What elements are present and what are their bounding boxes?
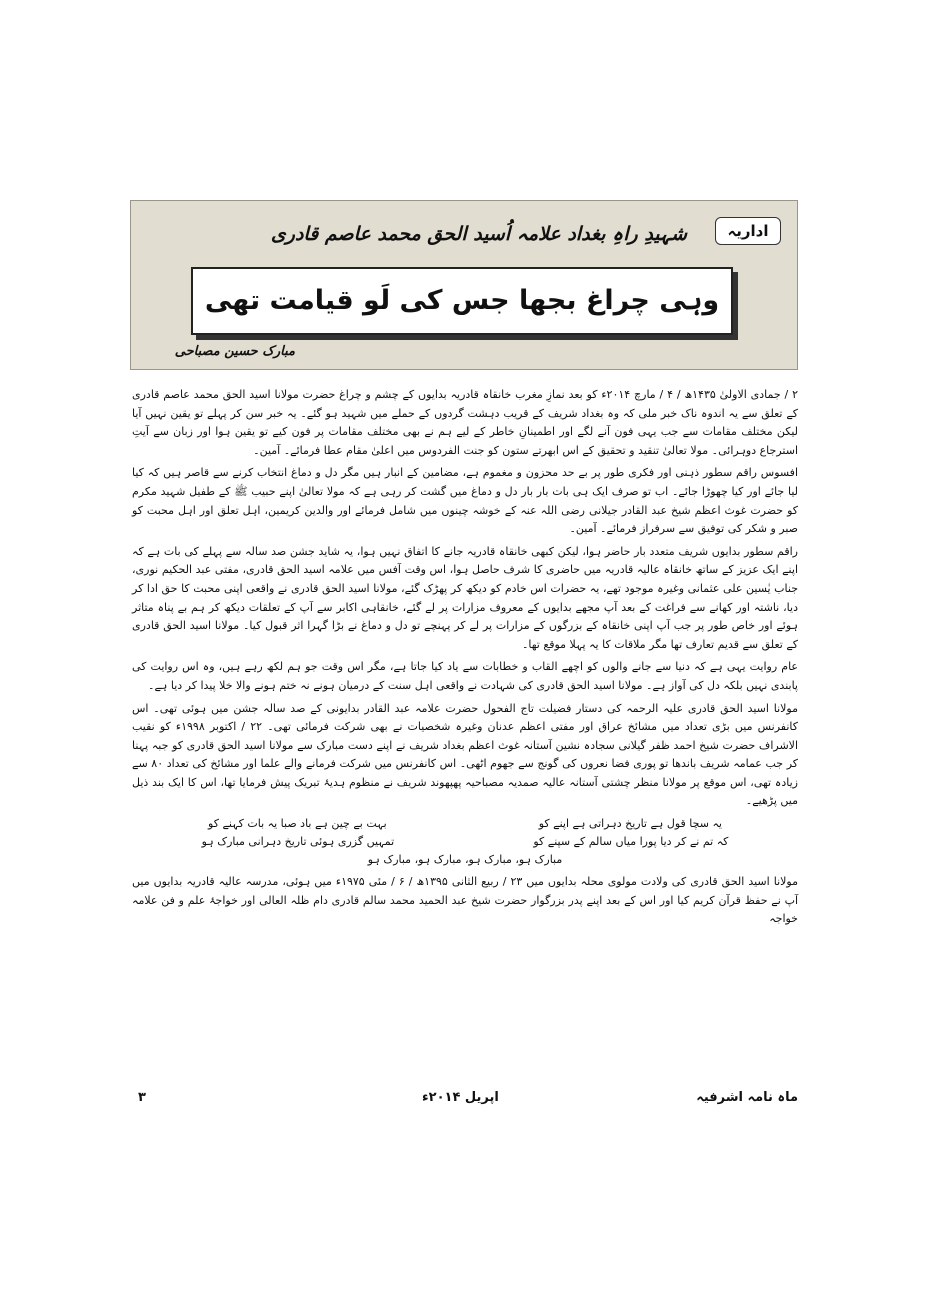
paragraph: ۲ / جمادی الاولیٰ ۱۴۳۵ھ / ۴ / مارچ ۲۰۱۴ء کو بعد نمازِ مغرب خانقاہ قادریہ بدایوں کے چشم و چراغ حضرت مولانا اسید الحق محمد عاصم قادری کے تعلق سے یہ اندوہ ناک خبر ملی کہ وہ بغداد شریف کے قریب دہشت گردوں کے حملے میں شہید ہو گئے۔ یہ خبر سن کر پہلے تو یقین نہیں آیا لیکن مختلف مقامات سے جب یہی فون آنے لگے اور اطمینانِ خاطر کے لیے ہم نے بھی مختلف مقامات پر فون کیے تو یقین ہوا اور زبان سے آیتِ استرجاع دوہرائی۔ مولا تعالیٰ تنقید و تحقیق کے اس ابھرتے ستون کو جنت الفردوس میں اعلیٰ مقام عطا فرمائے۔ آمین۔ [132,388,798,457]
paragraph: مولانا اسید الحق قادری کی ولادت مولوی محلہ بدایوں میں ۲۳ / ربیع الثانی ۱۳۹۵ھ / ۶ / مئی ۱۹۷۵ء میں ہوئی، مدرسہ عالیہ قادریہ بدایوں میں آپ نے حفظ قرآن کریم کیا اور اس کے بعد اپنے پدر بزرگوار حضرت شیخ عبد الحمید محمد سالم قادری دام ظلہ العالی اور خواجۂ علم و فن علامہ خواجہ [132,875,798,926]
poem-line: تمہیں گزری ہوئی تاریخ دہرانی مبارک ہو [201,835,395,849]
poem-row [132,833,798,851]
page-footer [132,1090,798,1116]
issue-date: اپریل ۲۰۱۴ء [422,1090,499,1105]
author-name: مبارک حسین مصباحی [174,344,295,359]
subtitle: شہیدِ راہِ بغداد علامہ اُسید الحق محمد عاصم قادری [270,223,688,245]
paragraph: عام روایت یہی ہے کہ دنیا سے جانے والوں کو اچھے القاب و خطابات سے یاد کیا جاتا ہے، مگر اس وقت جو ہم لکھ رہے ہیں، وہ اس روایت کی پابندی نہیں بلکہ دل کی آواز ہے۔ مولانا اسید الحق قادری کی شہادت نے واقعی اہل سنت کے درمیان ہونے نہ ختم ہونے والا خلا پیدا کر دیا ہے۔ [132,660,798,692]
paragraph: افسوس راقم سطور ذہنی اور فکری طور پر بے حد محزون و مغموم ہے، مضامین کے انبار ہیں مگر دل و دماغ انتخاب کرنے سے قاصر ہیں کہ کیا لیا جائے اور کیا چھوڑا جائے۔ اب تو صرف ایک ہی بات بار بار دل و دماغ میں گشت کر رہی ہے کہ مولا تعالیٰ اپنے حبیب ﷺ کے طفیل شہید مکرم کو حضرت غوث اعظم شیخ عبد القادر جیلانی رضی اللہ عنہ کے خوشہ چینوں میں شامل فرمائے اور والدین کریمین، اہل تعلق اور اہل محبت کو صبر و شکر کی توفیق سے سرفراز فرمائے۔ آمین۔ [132,466,798,536]
poem-refrain: مبارک ہو، مبارک ہو، مبارک ہو، مبارک ہو [367,853,563,867]
paragraph: راقم سطور بدایوں شریف متعدد بار حاضر ہوا، لیکن کبھی خانقاہ قادریہ جانے کا اتفاق نہیں ہوا، یہ شاید جشن صد سالہ سے پہلے کی بات ہے کہ اپنے ایک عزیز کے ساتھ خانقاہ عالیہ قادریہ میں حاضری کا شرف حاصل ہوا، اس وقت آفس میں علامہ اسید الحق قادری، مفتی عبد الحکیم نوری، جناب یٰسین علی عثمانی وغیرہ موجود تھے، یہ حضرات اس خادم کو دیکھ کر پھڑک گئے، مولانا اسید الحق قادری نے واقعی اپنی محبت کا حق ادا کر دیا، ناشتہ اور کھانے سے فراغت کے بعد آپ مجھے بدایوں کے معروف مزارات پر لے گئے، خانقاہی اکابر سے آپ کے تعلقات دیکھ کر ہم بے پناہ متاثر ہوئے اور خاص طور پر جب آپ اپنی خانقاہ کے بزرگوں کے مزارات پر لے کر پہنچے تو دل و دماغ نے بڑا گہرا اثر قبول کیا۔ مولانا اسید الحق قادری کے تعلق سے قدیم تعارف تھا مگر ملاقات کا یہ پہلا موقع تھا۔ [132,544,798,651]
editorial-header [130,200,798,370]
poem-row [132,815,798,833]
poem-line: کہ تم نے کر دیا پورا میاں سالم کے سپنے کو [533,835,729,849]
page-title: وہی چراغ بجھا جس کی لَو قیامت تھی [191,267,733,335]
page-number: ۳ [138,1090,146,1105]
poem-stanza [132,815,798,869]
article-body [132,386,798,933]
magazine-name: ماہ نامہ اشرفیہ [696,1090,798,1105]
section-label: اداریہ [715,217,781,245]
paragraph: مولانا اسید الحق قادری علیہ الرحمہ کی دستار فضیلت تاج الفحول حضرت علامہ عبد القادر بدایونی کے صد سالہ جشن میں ہوئی تھی۔ اس کانفرنس میں بڑی تعداد میں مشائخ عراق اور مفتی اعظم عدنان وغیرہ شخصیات نے بھی شرکت فرمائی تھی۔ ۲۲ / اکتوبر ۱۹۹۸ء کو نقیب الاشراف حضرت شیخ احمد ظفر گیلانی سجادہ نشین آستانہ غوث اعظم بغداد شریف نے اپنے دست مبارک سے مولانا اسید الحق قادری کو جبہ پہنا کر جب عمامہ شریف باندھا تو پوری فضا نعروں کی گونج سے جھوم اٹھی۔ اس کانفرنس میں شرکت فرمانے والے علما اور مشائخ کی تعداد ۸۰ سے زیادہ تھی، اس موقع پر مولانا منظر چشتی آستانہ عالیہ صمدیہ مصباحیہ پھپھوند شریف نے منظوم ہدیۂ تبریک پیش فرمایا تھا، اس کا ایک بند ذیل میں پڑھیے۔ [132,701,798,808]
poem-line: بہت بے چین ہے باد صبا یہ بات کہنے کو [208,817,387,831]
poem-line: یہ سچا قول ہے تاریخ دہراتی ہے اپنے کو [538,817,722,831]
